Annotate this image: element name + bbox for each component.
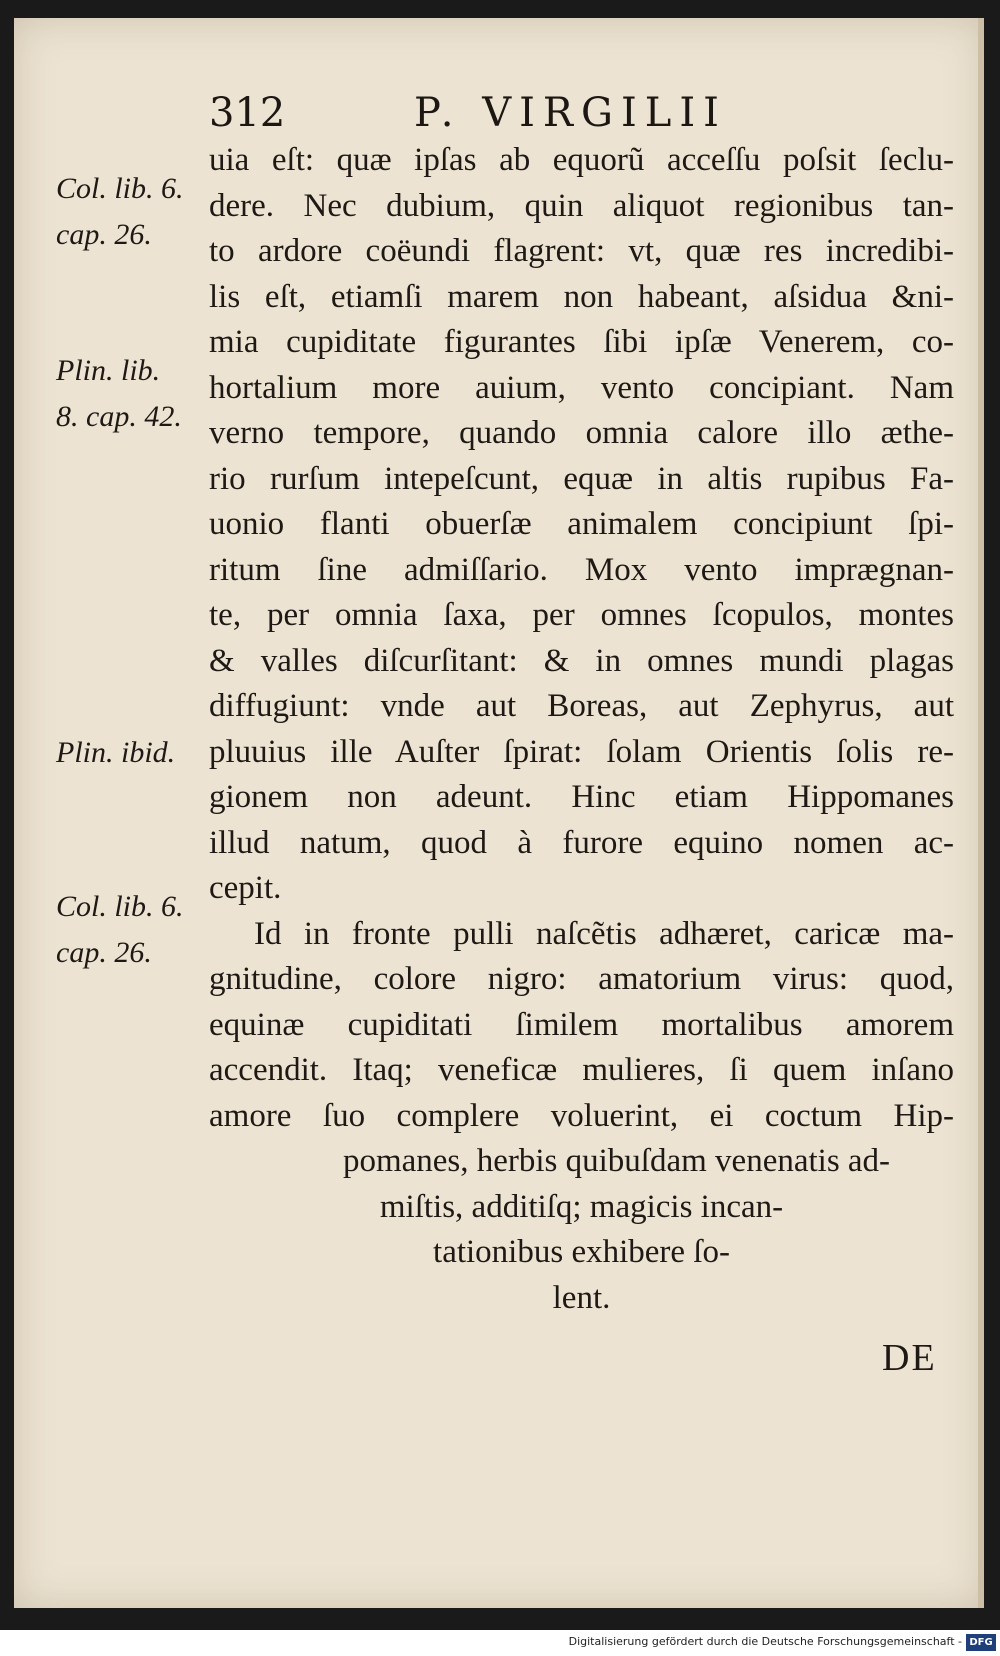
footer-bar bbox=[0, 1630, 1000, 1656]
dfg-logo-icon: DFG bbox=[966, 1634, 996, 1651]
text-line: dere. Nec dubium, quin aliquot regionibus tan- bbox=[209, 187, 954, 224]
running-title: P. VIRGILII bbox=[414, 90, 727, 136]
margin-note: 8. cap. 42. bbox=[56, 400, 182, 433]
text-line: pomanes, herbis quibuſdam venenatis ad- bbox=[342, 1143, 891, 1179]
text-line: accendit. Itaq; veneficæ mulieres, ſi quem inſano bbox=[209, 1052, 954, 1088]
text-line: to ardore coëundi flagrent: vt, quæ res incredibi- bbox=[209, 233, 954, 269]
text-line: miſtis, additiſq; magicis incan- bbox=[379, 1188, 784, 1225]
text-line: uonio flanti obuerſæ animalem concipiunt ſpi- bbox=[209, 506, 954, 542]
text-line: ritum ſine admiſſario. Mox vento imprægnan- bbox=[209, 551, 954, 588]
text-line: gionem non adeunt. Hinc etiam Hippomanes bbox=[209, 779, 954, 815]
body-text bbox=[209, 138, 954, 1321]
text-line: diffugiunt: vnde aut Boreas, aut Zephyrus, aut bbox=[209, 688, 954, 724]
text-line: Id in fronte pulli naſcẽtis adhæret, caricæ ma- bbox=[254, 915, 954, 952]
text-line: tationibus exhibere ſo- bbox=[433, 1234, 730, 1270]
text-line: cepit. bbox=[209, 870, 282, 906]
page-number: 312 bbox=[209, 90, 286, 136]
text-line: rio rurſum intepeſcunt, equæ in altis rupibus Fa- bbox=[209, 460, 954, 497]
book-page bbox=[14, 18, 984, 1608]
text-line: hortalium more auium, vento concipiant. Nam bbox=[209, 369, 954, 406]
margin-note: cap. 26. bbox=[56, 218, 152, 251]
text-line: & valles diſcurſitant: & in omnes mundi plagas bbox=[209, 642, 954, 679]
text-line: pluuius ille Auſter ſpirat: ſolam Orientis ſolis re- bbox=[209, 733, 954, 770]
margin-note: cap. 26. bbox=[56, 936, 152, 969]
text-line: uia eſt: quæ ipſas ab equorũ acceſſu poſsit ſeclu- bbox=[209, 142, 954, 178]
text-line: illud natum, quod à furore equino nomen ac- bbox=[209, 824, 954, 861]
margin-note: Col. lib. 6. bbox=[56, 890, 184, 923]
text-line: mia cupiditate figurantes ſibi ipſæ Venerem, co- bbox=[209, 324, 954, 360]
text-line: lis eſt, etiamſi marem non habeant, aſsidua &ni- bbox=[209, 278, 954, 315]
running-head bbox=[209, 90, 924, 140]
text-line: equinæ cupiditati ſimilem mortalibus amorem bbox=[209, 1006, 954, 1043]
text-line: gnitudine, colore nigro: amatorium virus: quod, bbox=[209, 961, 954, 997]
text-line: amore ſuo complere voluerint, ei coctum Hip- bbox=[209, 1097, 954, 1134]
text-line: te, per omnia ſaxa, per omnes ſcopulos, montes bbox=[209, 597, 954, 633]
margin-note: Plin. lib. bbox=[56, 354, 161, 387]
margin-note: Col. lib. 6. bbox=[56, 172, 184, 205]
text-line: verno tempore, quando omnia calore illo æthe- bbox=[209, 415, 954, 451]
catchword: DE bbox=[882, 1337, 937, 1379]
footer-credit: Digitalisierung gefördert durch die Deutsche Forschungsgemeinschaft - bbox=[568, 1635, 962, 1648]
margin-note: Plin. ibid. bbox=[56, 736, 176, 769]
text-line: lent. bbox=[552, 1279, 611, 1316]
page-edge bbox=[978, 18, 984, 1608]
